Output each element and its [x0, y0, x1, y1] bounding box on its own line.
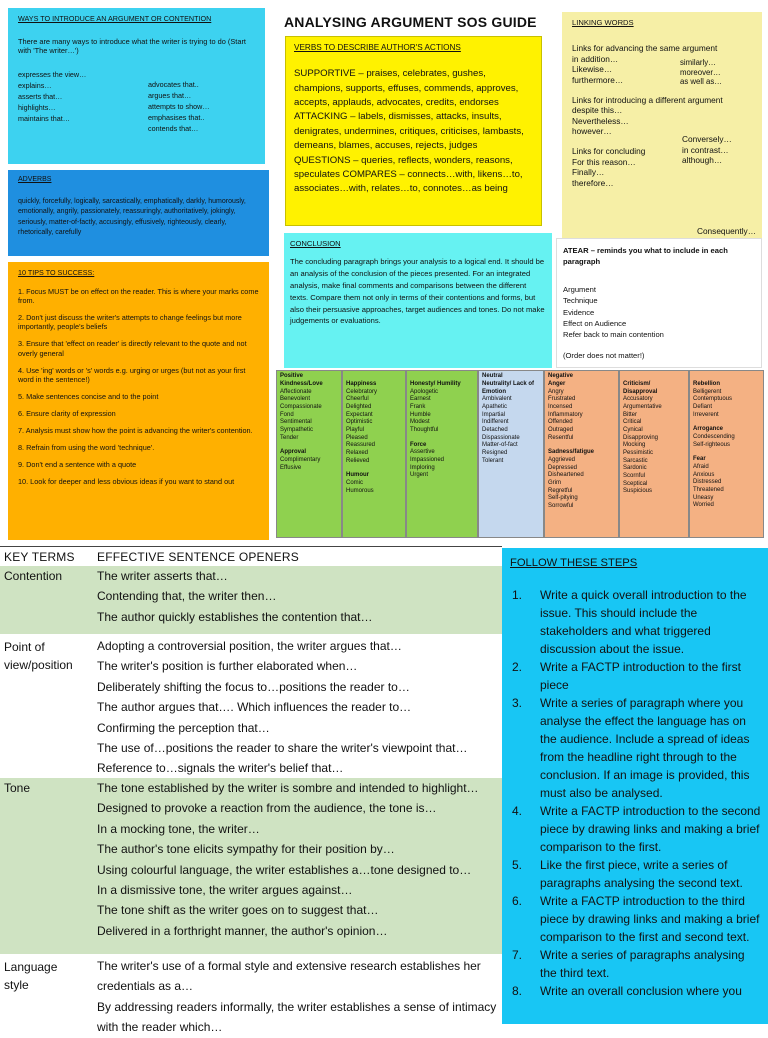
tone-word	[693, 419, 760, 426]
step-text: Write a FACTP introduction to the third piece by drawing links and making a brief comparison to the first and second text.	[540, 894, 760, 944]
tone-group: Fear	[693, 456, 706, 463]
divider	[0, 546, 502, 547]
intro-phrase: explains…	[18, 80, 52, 90]
opener-line: Contending that, the writer then…	[97, 589, 277, 604]
opener-line: The author quickly establishes the contention that…	[97, 609, 373, 624]
supportive-verbs: – praises, celebrates, gushes, champions, supports, effuses, commends, approves, accepts, applauds, advocates, credits, endorses	[294, 68, 519, 109]
tone-word: Thoughtful	[410, 427, 439, 434]
tone-column	[276, 370, 342, 538]
tone-word: Scornful	[623, 473, 646, 480]
steps-list	[510, 586, 762, 1000]
linking-words-box	[562, 12, 762, 238]
conclusion-heading: CONCLUSION	[290, 239, 341, 248]
step-text: Like the first piece, write a series of paragraphs analysing the second text.	[540, 858, 743, 890]
tone-word: Ambivalent	[482, 396, 512, 403]
tone-word: Fond	[280, 411, 294, 418]
link-word: Conversely…	[682, 134, 732, 145]
tone-word	[410, 435, 474, 442]
atear-item: Effect on Audience	[563, 318, 627, 328]
atear-item: Technique	[563, 296, 598, 306]
tone-word: Resentful	[548, 434, 574, 441]
tone-word: Impartial	[482, 411, 506, 418]
step-text: Write a series of paragraphs analysing the third text.	[540, 948, 745, 980]
step-text: Write a FACTP introduction to the first piece	[540, 660, 741, 692]
intro-col2	[148, 70, 210, 135]
opener-line: Adopting a controversial position, the writer argues that…	[97, 639, 402, 653]
tone-word: Self-pitying	[548, 495, 578, 502]
opener-lines	[97, 778, 497, 941]
tone-word: Indifferent	[482, 419, 509, 426]
link-word: however…	[572, 126, 612, 137]
link-word: Likewise…	[572, 64, 613, 75]
table-row	[0, 566, 502, 634]
opener-line: The author's tone elicits sympathy for their position by…	[97, 842, 395, 857]
tone-word: Imploring	[410, 464, 435, 471]
intro-phrase: emphasises that..	[148, 112, 205, 122]
opener-line: The author argues that…. Which influences the reader to…	[97, 700, 412, 715]
opener-line: The writer's position is further elaborated when…	[97, 659, 358, 674]
openers-header: EFFECTIVE SENTENCE OPENERS	[97, 550, 299, 564]
term-label: Language style	[4, 960, 58, 992]
tone-word: Dispassionate	[482, 434, 520, 441]
link-word: furthermore…	[572, 74, 624, 85]
tone-group: Arrogance	[693, 426, 724, 433]
verbs-heading: VERBS TO DESCRIBE AUTHOR'S ACTIONS	[294, 43, 461, 52]
tone-table	[276, 370, 764, 538]
tone-word: Disheartened	[548, 472, 584, 479]
atear-item: Argument	[563, 284, 596, 294]
tone-word: Grim	[548, 480, 561, 487]
tone-word: Earnest	[410, 396, 431, 403]
key-terms-header: KEY TERMS	[4, 550, 75, 564]
term-label: Contention	[4, 569, 63, 583]
tone-word: Complimentary	[280, 457, 321, 464]
tone-word: Self-righteous	[693, 441, 731, 448]
step-text: Write an overall conclusion where you	[540, 984, 742, 998]
tone-word: Urgent	[410, 472, 429, 479]
negative-label: Negative	[548, 373, 574, 379]
tone-word: Delighted	[346, 404, 372, 411]
tone-word: Pessimistic	[623, 450, 654, 457]
intro-phrase: argues that…	[148, 90, 192, 100]
adverbs-box	[8, 170, 269, 256]
tone-word: Affectionate	[280, 388, 312, 395]
intro-phrase: maintains that…	[18, 113, 70, 123]
step-item	[510, 892, 762, 946]
tone-word: Regretful	[548, 487, 573, 494]
tone-word: Tolerant	[482, 457, 504, 464]
tone-word	[548, 442, 615, 449]
steps-heading: FOLLOW THESE STEPS	[510, 557, 638, 569]
tone-group: Rebellion	[693, 381, 721, 387]
tone-group: Criticism/ Disapproval	[623, 381, 658, 395]
tip-item: 7. Analysis must show how the point is advancing the writer's contention.	[18, 426, 253, 436]
conclusion-text: The concluding paragraph brings your analysis to a logical end. It should be an analysis of the conclusion of the pieces presented. For an integrated analysis, make final comments and comparisons between the different texts. Compare them not only in terms of their contentions and forms, but also their persuasive approaches, target audiences and tones. Do not make judgements or evaluations.	[290, 257, 545, 326]
tone-word: Modest	[410, 419, 430, 426]
tone-word: Outraged	[548, 427, 574, 434]
tone-word: Offended	[548, 419, 573, 426]
step-number: 7.	[512, 948, 523, 962]
tone-word: Bitter	[623, 411, 638, 418]
step-item	[510, 586, 762, 658]
tone-word: Playful	[346, 427, 365, 434]
step-number: 8.	[512, 984, 523, 998]
verbs-box	[285, 36, 542, 226]
tone-word: Relaxed	[346, 450, 369, 457]
band-spacer	[623, 373, 685, 381]
tone-word: Reassured	[346, 442, 376, 449]
link-word: although…	[682, 155, 723, 166]
opener-lines	[97, 636, 467, 779]
tone-group: Force	[410, 441, 427, 448]
tone-word: Sardonic	[623, 465, 647, 472]
tip-item: 8. Refrain from using the word 'technique'.	[18, 443, 155, 453]
tone-group: Approval	[280, 449, 307, 456]
tone-word: Benevolent	[280, 396, 311, 403]
tone-word: Uneasy	[693, 494, 714, 501]
term-label: Point of view/position	[4, 640, 73, 672]
step-item	[510, 856, 762, 892]
atear-item: Evidence	[563, 307, 595, 317]
link-word: in contrast…	[682, 144, 729, 155]
tone-word: Incensed	[548, 404, 573, 411]
intro-box	[8, 8, 265, 164]
opener-line: Reference to…signals the writer's belief that…	[97, 761, 344, 776]
opener-line: The writer's use of a formal style and extensive research establishes her credentials as a…	[97, 959, 481, 994]
tone-word: Pleased	[346, 434, 368, 441]
tone-word: Threatened	[693, 487, 724, 494]
tone-word: Suspicious	[623, 488, 653, 495]
adverbs-text: quickly, forcefully, logically, sarcastically, emphatically, darkly, humorously, emotionally, angrily, passionately, reassuringly, authoritatively, jokingly, seriously, matter-of-factly, accusingly, effusively, righteously, clearly, rhetorically, carefully	[18, 197, 246, 237]
intro-heading: WAYS TO INTRODUCE AN ARGUMENT OR CONTENTION	[18, 14, 212, 23]
tone-word: Accusatory	[623, 396, 653, 403]
intro-phrase: highlights…	[18, 102, 56, 112]
concluding-links	[572, 134, 752, 187]
tone-group: Honesty/ Humility	[410, 381, 461, 387]
tone-word: Resigned	[482, 450, 508, 457]
table-row	[0, 778, 502, 954]
positive-label: Positive	[280, 373, 304, 379]
tone-word: Angry	[548, 388, 564, 395]
steps-box	[502, 548, 768, 1024]
link-word: Nevertheless…	[572, 115, 629, 126]
opener-line: By addressing readers informally, the writer establishes a sense of intimacy with the reader which…	[97, 999, 497, 1035]
tone-word: Aggrieved	[548, 457, 576, 464]
link-word: despite this…	[572, 105, 623, 116]
intro-phrase: attempts to show…	[148, 101, 210, 111]
tone-word: Tender	[280, 434, 299, 441]
opener-line: The tone shift as the writer goes on to suggest that…	[97, 903, 379, 918]
link-word: in addition…	[572, 53, 619, 64]
tone-word: Inflammatory	[548, 411, 583, 418]
tone-word: Humorous	[346, 487, 374, 494]
intro-phrase: asserts that…	[18, 91, 63, 101]
tone-word: Impassioned	[410, 457, 445, 464]
tone-word: Depressed	[548, 464, 578, 471]
tone-group: Sadness/fatigue	[548, 449, 595, 456]
link-word: Consequently…	[696, 225, 756, 236]
tone-column	[689, 370, 764, 538]
link-word: Finally…	[572, 167, 605, 178]
intro-phrase: expresses the view…	[18, 69, 87, 79]
neutral-label: Neutral	[482, 373, 503, 379]
tone-column	[619, 370, 689, 538]
tone-word: Celebratory	[346, 388, 378, 395]
questions-label: QUESTIONS	[294, 154, 351, 166]
tone-word: Belligerent	[693, 388, 722, 395]
tone-word: Sympathetic	[280, 427, 314, 434]
tone-word: Humble	[410, 411, 431, 418]
tone-word: Irreverent	[693, 411, 719, 418]
compares-verbs: – connects…with, likens…to, associates…with, relates…to, connotes…as being	[294, 168, 523, 195]
opener-lines	[97, 566, 373, 627]
same-argument-title: Links for advancing the same argument	[572, 43, 718, 54]
tip-item: 4. Use 'ing' words or 's' words e.g. urging or urges (but not as your first word in the sentence!)	[18, 365, 246, 384]
step-number: 3.	[512, 696, 523, 710]
linking-heading: LINKING WORDS	[572, 18, 634, 27]
tone-word: Comic	[346, 480, 364, 487]
step-item	[510, 982, 762, 1000]
tone-word: Anxious	[693, 471, 715, 478]
tone-word: Sarcastic	[623, 457, 648, 464]
different-argument-title: Links for introducing a different argument	[572, 95, 723, 106]
tone-word	[346, 465, 402, 472]
tip-item: 6. Ensure clarity of expression	[18, 408, 116, 418]
band-spacer	[346, 373, 402, 381]
opener-line: Delivered in a forthright manner, the author's opinion…	[97, 923, 388, 938]
tone-word: Relieved	[346, 457, 370, 464]
tip-item: 2. Don't just discuss the writer's attempts to change feelings but more importantly, people's beliefs	[18, 313, 242, 332]
tone-word: Optimistic	[346, 419, 373, 426]
opener-line: The use of…positions the reader to share the writer's viewpoint that…	[97, 741, 468, 756]
intro-lead: There are many ways to introduce what the writer is trying to do (Start with 'The writer…')	[18, 37, 246, 56]
tone-word: Distressed	[693, 479, 722, 486]
step-number: 5.	[512, 858, 523, 872]
band-spacer	[410, 373, 474, 381]
tone-word: Disapproving	[623, 434, 659, 441]
atear-heading: ATEAR – reminds you what to include in each paragraph	[563, 246, 728, 267]
tone-word: Mocking	[623, 442, 646, 449]
tone-word: Defiant	[693, 404, 713, 411]
tip-item: 5. Make sentences concise and to the point	[18, 391, 159, 401]
tone-group: Neutrality/ Lack of Emotion	[482, 381, 535, 395]
key-terms-section	[0, 546, 502, 1035]
intro-columns	[18, 70, 255, 135]
link-word: Links for concluding	[572, 146, 646, 157]
tone-column	[406, 370, 478, 538]
tone-word: Cynical	[623, 427, 643, 434]
link-word: therefore…	[572, 177, 614, 188]
tone-word: Sorrowful	[548, 503, 574, 510]
tone-word: Matter-of-fact	[482, 442, 518, 449]
attacking-verbs: – labels, dismisses, attacks, insults, denigrates, undermines, critiques, criticises, lambasts, demeans, blames, accuses, rejects, judges	[294, 111, 524, 152]
tone-word: Worried	[693, 502, 714, 509]
intro-col1	[18, 70, 148, 135]
questions-verbs: – queries, reflects, wonders, reasons, speculates	[294, 154, 513, 180]
step-number: 2.	[512, 660, 523, 674]
opener-lines	[97, 956, 497, 1038]
step-number: 1.	[512, 588, 523, 602]
conclusion-box	[284, 233, 552, 368]
term-label: Tone	[4, 781, 31, 795]
intro-phrase: contends that…	[148, 123, 199, 133]
step-text: Write a quick overall introduction to the issue. This should include the stakeholders and what triggered discussion about the issue.	[540, 588, 747, 656]
supportive-label: SUPPORTIVE	[294, 68, 356, 80]
tone-column	[544, 370, 619, 538]
link-word: as well as…	[680, 77, 723, 87]
tone-group: Kindness/Love	[280, 381, 323, 387]
opener-line: Deliberately shifting the focus to…positions the reader to…	[97, 679, 410, 694]
opener-line: In a dismissive tone, the writer argues against…	[97, 883, 353, 898]
tips-heading: 10 TIPS TO SUCCESS:	[18, 268, 95, 277]
tone-word: Apologetic	[410, 388, 439, 395]
opener-line: Confirming the perception that…	[97, 720, 270, 735]
table-row	[0, 956, 502, 1035]
tone-word: Cheerful	[346, 396, 369, 403]
tip-item: 3. Ensure that 'effect on reader' is directly relevant to the quote and not overly general	[18, 339, 247, 358]
tip-item: 1. Focus MUST be on effect on the reader. This is where your marks come from.	[18, 287, 259, 306]
step-item	[510, 658, 762, 694]
compares-label: COMPARES	[342, 168, 397, 180]
band-spacer	[693, 373, 760, 381]
tone-word: Expectant	[346, 411, 373, 418]
tone-word: Frank	[410, 404, 426, 411]
tip-item: 10. Look for deeper and less obvious ideas if you want to stand out	[18, 477, 235, 487]
atear-item: Refer back to main contention	[563, 330, 664, 340]
step-item	[510, 694, 762, 802]
tone-word: Contemptuous	[693, 396, 733, 403]
tone-word: Sceptical	[623, 480, 648, 487]
attacking-label: ATTACKING	[294, 111, 348, 123]
opener-line: The writer asserts that…	[97, 569, 228, 583]
tips-box	[8, 262, 269, 540]
tone-group: Anger	[548, 381, 566, 387]
atear-note: (Order does not matter!)	[563, 350, 645, 360]
tone-group: Humour	[346, 472, 369, 479]
tone-column	[478, 370, 544, 538]
intro-phrase: advocates that..	[148, 79, 199, 89]
step-item	[510, 946, 762, 982]
tone-word: Detached	[482, 427, 508, 434]
link-word: For this reason…	[572, 156, 636, 167]
tone-word: Sentimental	[280, 419, 312, 426]
opener-line: Using colourful language, the writer establishes a…tone designed to…	[97, 862, 472, 877]
tone-word	[280, 442, 338, 449]
verbs-text	[294, 67, 533, 197]
step-number: 4.	[512, 804, 523, 818]
step-item	[510, 802, 762, 856]
tone-word: Apathetic	[482, 404, 508, 411]
tone-word: Frustrated	[548, 396, 576, 403]
tone-word: Assertive	[410, 449, 435, 456]
same-argument-links	[572, 54, 752, 87]
step-text: Write a FACTP introduction to the second piece by drawing links and making a brief comparison to the first.	[540, 804, 761, 854]
tone-word: Critical	[623, 419, 642, 426]
adverbs-heading: ADVERBS	[18, 176, 52, 183]
tone-word: Afraid	[693, 464, 709, 471]
tone-word: Condescending	[693, 434, 735, 441]
opener-line: Designed to provoke a reaction from the audience, the tone is…	[97, 801, 437, 816]
tip-item: 9. Don't end a sentence with a quote	[18, 460, 137, 470]
step-text: Write a series of paragraph where you analyse the effect the language has on the audience. Include a spread of ideas from the headline right through to the conclusion. If an image is provided, this must also be analysed.	[540, 696, 750, 800]
tone-group: Happiness	[346, 381, 377, 387]
tone-word: Argumentative	[623, 404, 662, 411]
step-number: 6.	[512, 894, 523, 908]
table-row	[0, 636, 502, 774]
tone-word	[693, 449, 760, 456]
opener-line: The tone established by the writer is sombre and intended to highlight…	[97, 781, 479, 795]
opener-line: In a mocking tone, the writer…	[97, 821, 260, 836]
atear-box	[556, 238, 762, 368]
page-title: ANALYSING ARGUMENT SOS GUIDE	[284, 14, 537, 30]
tone-word: Effusive	[280, 464, 302, 471]
tone-word: Compassionate	[280, 404, 322, 411]
link-word: similarly…	[680, 57, 716, 67]
link-word: moreover…	[680, 67, 721, 77]
tone-column	[342, 370, 406, 538]
